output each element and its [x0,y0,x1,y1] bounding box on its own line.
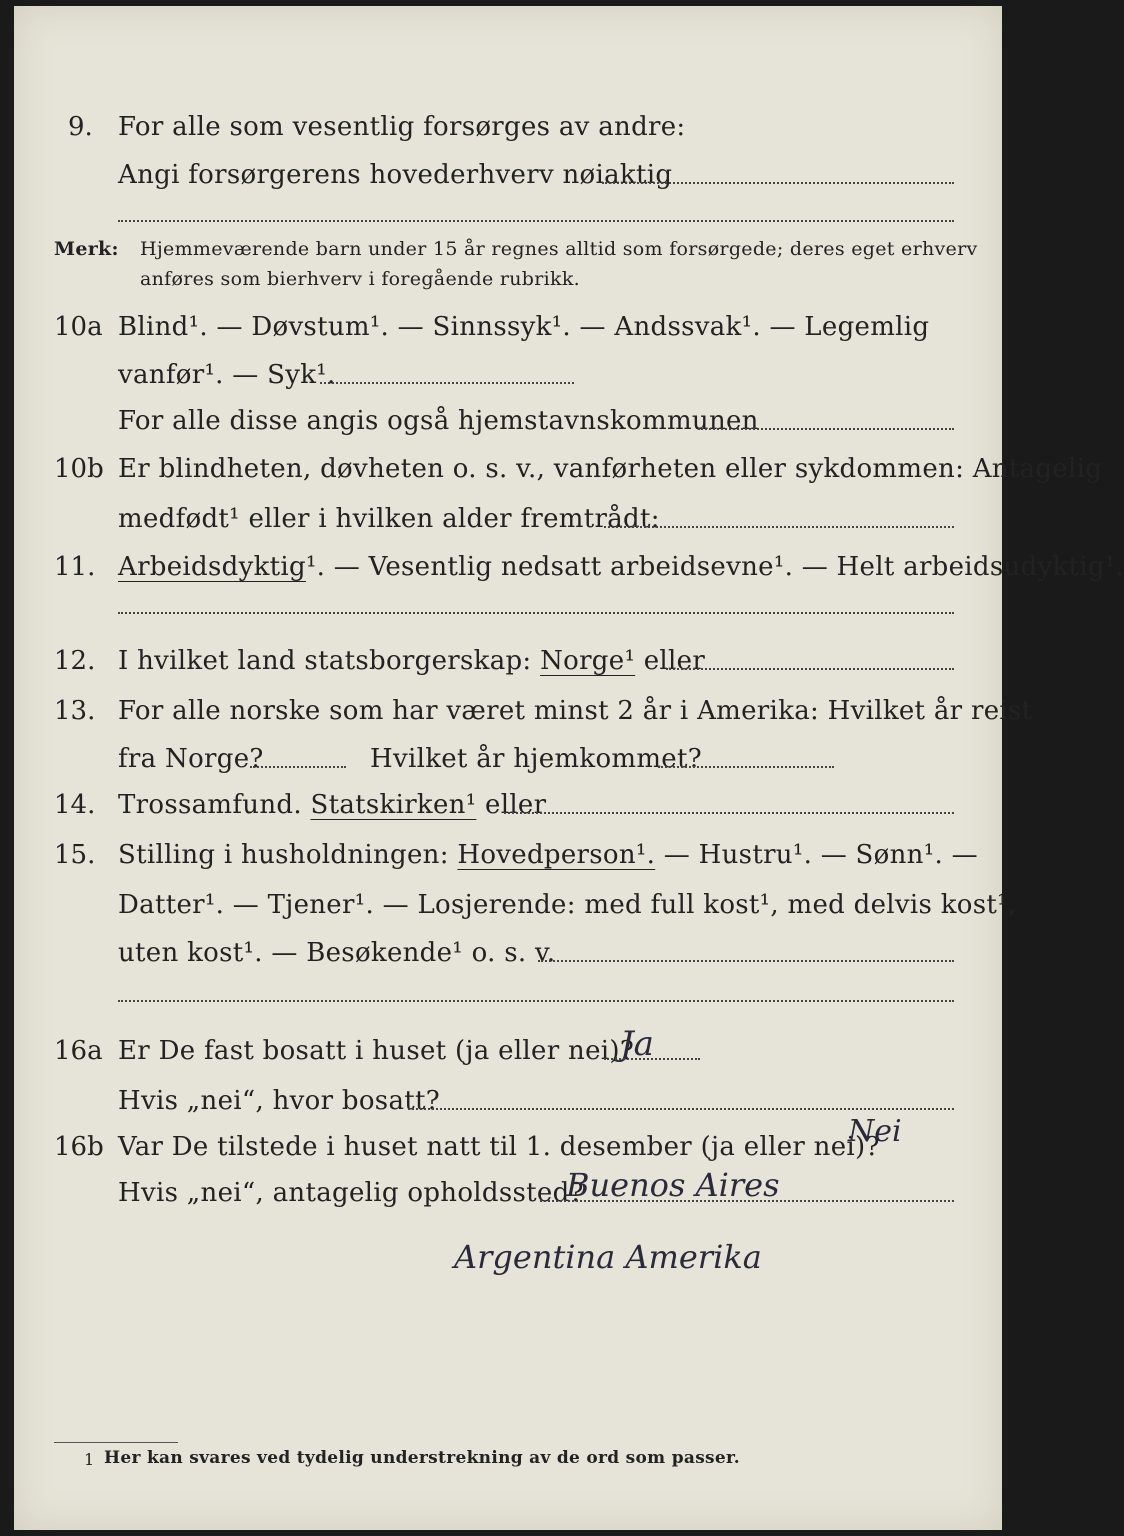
q10a-line3: For alle disse angis også hjemstavnskommunen [118,406,759,436]
q15-number: 15. [54,840,96,870]
q14-suffix: eller [485,790,547,820]
q13-line2b: Hvilket år hjemkommet? [370,744,702,774]
q16a-answer-line [604,1058,700,1060]
q11-rest: ¹. — Vesentlig nedsatt arbeidsevne¹. — Helt arbeidsudyktig¹. [305,552,1124,582]
q15-line2: Datter¹. — Tjener¹. — Losjerende: med full kost¹, med delvis kost¹, [118,890,1017,920]
q12-prefix: I hvilket land statsborgerskap: [118,646,532,676]
q10a-kommune-line [698,428,954,430]
q16b-handwritten-answer-2: Buenos Aires [566,1166,780,1204]
q10b-line1: Er blindheten, døvheten o. s. v., vanførheten eller sykdommen: Antagelig [118,454,1103,484]
footnote-text: Her kan svares ved tydelig understrekning av de ord som passer. [104,1448,740,1468]
q16b-handwritten-answer-1: Nei [848,1114,902,1149]
q16b-number: 16b [54,1132,104,1162]
q16b-line2: Hvis „nei“, antagelig opholdssted? [118,1178,584,1208]
q15-prefix: Stilling i husholdningen: [118,840,449,870]
q11-text [118,552,1124,582]
footnote-mark: 1 [84,1450,95,1469]
q16a-bosatt-line [408,1108,954,1110]
q14-underlined-answer: Statskirken¹ [310,790,477,820]
q10b-number: 10b [54,454,104,484]
q13-line1: For alle norske som har været minst 2 år i Amerika: Hvilket år reist [118,696,1033,726]
q10a-line1: Blind¹. — Døvstum¹. — Sinnssyk¹. — Andssvak¹. — Legemlig [118,312,930,342]
q16b-opholdssted-line [540,1200,954,1202]
q16a-line1: Er De fast bosatt i huset (ja eller nei)? [118,1036,635,1066]
q15-answer-line [538,960,954,962]
census-form-page [14,6,1124,1530]
q9-line1: For alle som vesentlig forsørges av andre: [118,112,686,142]
q14-text [118,790,546,820]
q12-text [118,646,705,676]
q15-rest: — Hustru¹. — Sønn¹. — [663,840,978,870]
q10a-number: 10a [54,312,103,342]
q14-number: 14. [54,790,96,820]
q12-suffix: eller [643,646,706,676]
q15-line3: uten kost¹. — Besøkende¹ o. s. v. [118,938,556,968]
q16b-line1: Var De tilstede i huset natt til 1. desember (ja eller nei)? [118,1132,880,1162]
q14-prefix: Trossamfund. [118,790,302,820]
q16a-line2: Hvis „nei“, hvor bosatt? [118,1086,440,1116]
q12-underlined-answer: Norge¹ [540,646,636,676]
q13-number: 13. [54,696,96,726]
q12-answer-line [666,668,954,670]
q9-number: 9. [68,112,93,142]
q16b-handwritten-answer-3: Argentina Amerika [454,1238,762,1276]
merk-line2: anføres som bierhverv i foregående rubrikk. [140,268,580,290]
q9-line2: Angi forsørgerens hovederhverv nøiaktig [118,160,673,190]
q13-hjemkommet-line [658,766,834,768]
q10b-answer-line [604,526,954,528]
q16a-handwritten-answer: Ja [620,1024,654,1064]
q10a-line2: vanfør¹. — Syk¹. [118,360,336,390]
q15-line1 [118,840,978,870]
q14-answer-line [504,812,954,814]
merk-line1: Hjemmeværende barn under 15 år regnes alltid som forsørgede; deres eget erhverv [140,238,978,260]
merk-label: Merk: [54,238,119,260]
q12-number: 12. [54,646,96,676]
q9-answer-line-2 [118,220,954,222]
q13-reist-line [250,766,346,768]
q15-underlined-answer: Hovedperson¹. [457,840,656,870]
footnote-rule [54,1442,178,1443]
q10a-answer-line [320,382,574,384]
q16a-number: 16a [54,1036,103,1066]
q11-underlined-answer: Arbeidsdyktig [118,552,306,582]
q15-answer-line-2 [118,1000,954,1002]
q11-answer-line [118,612,954,614]
q9-answer-line [602,182,954,184]
q11-number: 11. [54,552,96,582]
q13-line2a: fra Norge? [118,744,264,774]
q10b-line2: medfødt¹ eller i hvilken alder fremtrådt: [118,504,660,534]
